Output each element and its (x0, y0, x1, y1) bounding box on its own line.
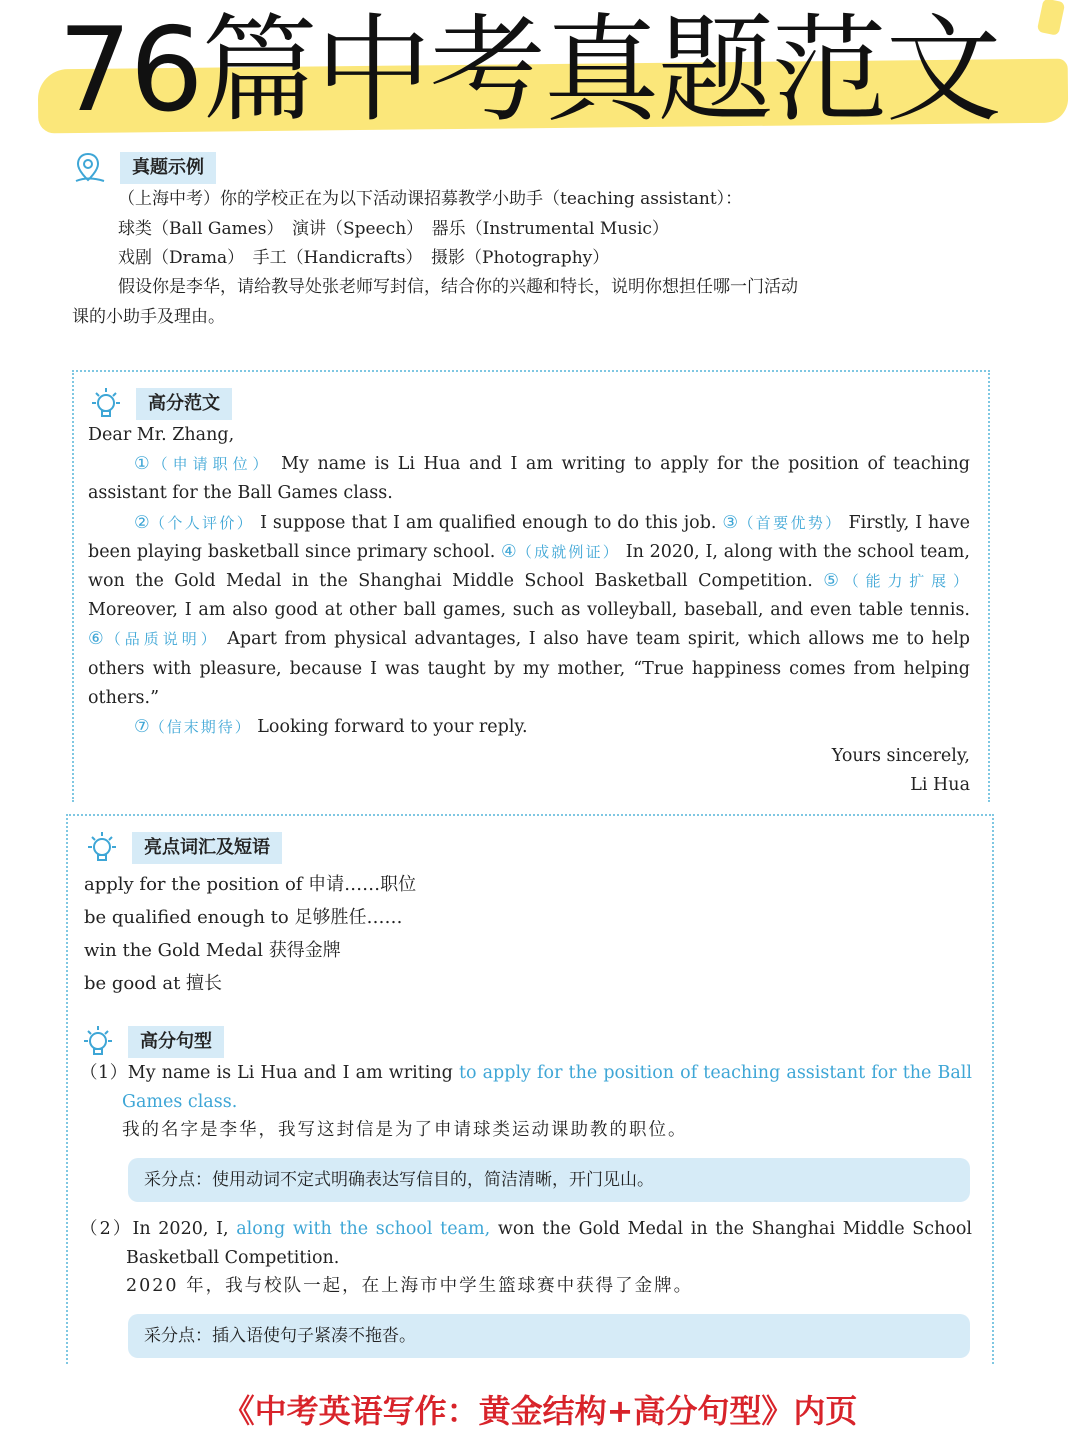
letter-paragraph-1: ①（申请职位） My name is Li Hua and I am writing to apply for the position of teaching assistant for the Ball Games class. (88, 454, 970, 504)
section-label: 高分范文 (136, 388, 232, 420)
page-title: 76篇中考真题范文 (58, 3, 1000, 138)
exam-line-3: 戏剧（Drama） 手工（Handicrafts） 摄影（Photography） (118, 248, 610, 268)
section-header-vocabulary (84, 830, 282, 866)
letter-closing: Yours sincerely, (831, 746, 970, 767)
sentence-2-translation: 2020 年，我与校队一起，在上海市中学生篮球赛中获得了金牌。 (126, 1276, 694, 1296)
sentence-2: （2）In 2020, I, along with the school team, won the Gold Medal in the Shanghai Middle School Basketball Competition. 2020 年，我与校队一起，在上海市中学生篮球赛中获得了金牌。 (80, 1215, 972, 1301)
lightbulb-icon (88, 386, 124, 422)
scoring-note-1: 采分点：使用动词不定式明确表达写信目的，简洁清晰，开门见山。 (128, 1158, 970, 1202)
letter-paragraph-2: ②（个人评价） I suppose that I am qualified enough to do this job. ③（首要优势） Firstly, I have been playing basketball since primary school. ④（成就例证） In 2020, I, along with the school team, won the Gold Medal in the Shanghai Middle School Basketball Competition. ⑤（能力扩展） Moreover, I am also good at other ball games, such as volleyball, baseball, and even table tennis. ⑥（品质说明） Apart from physical advantages, I also have team spirit, which allows me to help others with pleasure, because I was taught by my mother, “True happiness comes from helping others.” (88, 512, 970, 708)
exam-line-1: （上海中考）你的学校正在为以下活动课招募教学小助手（teaching assistant）： (118, 189, 743, 209)
sentence-1-translation: 我的名字是李华，我写这封信是为了申请球类运动课助教的职位。 (122, 1120, 688, 1140)
vocab-item: win the Gold Medal 获得金牌 (84, 940, 341, 961)
lightbulb-icon (84, 830, 120, 866)
letter-signature: Li Hua (910, 775, 970, 796)
salutation: Dear Mr. Zhang, (88, 425, 235, 445)
section-header-model-essay (88, 386, 232, 422)
exam-line-4: 假设你是李华，请给教导处张老师写封信，结合你的兴趣和特长，说明你想担任哪一门活动 (118, 277, 798, 297)
letter-paragraph-3: ⑦（信末期待） Looking forward to your reply. (134, 717, 528, 738)
highlight-stroke (1037, 0, 1066, 36)
sentence-1: （1）My name is Li Hua and I am writing to apply for the position of teaching assistant for the Ball Games class. 我的名字是李华，我写这封信是为了申请球类运动课助教的职位。 (80, 1059, 972, 1145)
vocab-item: be qualified enough to 足够胜任…… (84, 907, 403, 928)
section-label: 亮点词汇及短语 (132, 832, 282, 864)
footer-caption: 《中考英语写作：黄金结构+高分句型》内页 (222, 1392, 858, 1430)
lightbulb-icon (80, 1024, 116, 1060)
section-label: 高分句型 (128, 1026, 224, 1058)
model-essay-letter (88, 421, 970, 801)
section-label: 真题示例 (120, 152, 216, 184)
exam-line-2: 球类（Ball Games） 演讲（Speech） 器乐（Instrumental Music） (118, 219, 669, 239)
vocab-item: be good at 擅长 (84, 973, 223, 994)
scoring-note-2: 采分点：插入语使句子紧凑不拖沓。 (128, 1314, 970, 1358)
section-header-exam (72, 150, 216, 186)
vocab-item: apply for the position of 申请……职位 (84, 874, 417, 895)
title-banner (0, 0, 1080, 150)
exam-line-5: 课的小助手及理由。 (72, 307, 225, 327)
location-person-icon (72, 150, 108, 186)
section-header-sentences (80, 1024, 224, 1060)
